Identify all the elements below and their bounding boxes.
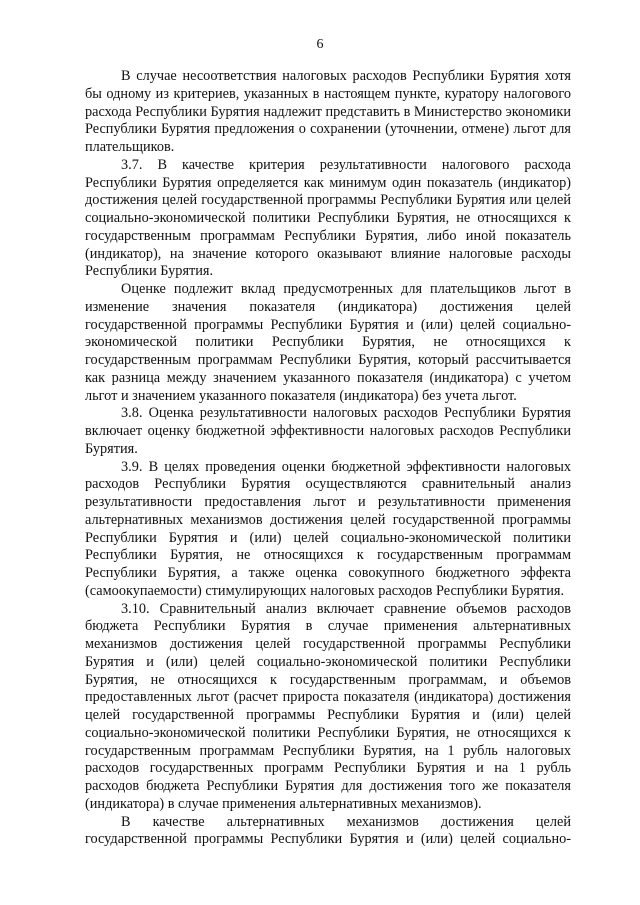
paragraph-3-8: 3.8. Оценка результативности налоговых расходов Республики Бурятия включает оценку бюджетной эффективности налоговых расходов Республики Бурятия.: [85, 405, 571, 457]
page-number: 6: [316, 37, 324, 52]
paragraph-3-9: 3.9. В целях проведения оценки бюджетной эффективности налоговых расходов Республики Бурятия осуществляются сравнительный анализ результативности предоставления льгот и результативности применения альтернативных механизмов достижения целей государственной программы Республики Бурятия и (или) целей социально-экономической политики Республики Бурятия, не относящихся к государственным программам Республики Бурятия, а также оценка совокупного бюджетного эффекта (самоокупаемости) стимулирующих налоговых расходов Республики Бурятия.: [85, 458, 571, 599]
paragraph-alternative-mechanisms: В качестве альтернативных механизмов достижения целей государственной программы Республики Бурятия и (или) целей социально-: [85, 813, 571, 848]
paragraph-3-10: 3.10. Сравнительный анализ включает сравнение объемов расходов бюджета Республики Бурятия в случае применения альтернативных механизмов достижения целей государственной программы Республики Бурятия и (или) целей социально-экономической политики Республики Бурятия, не относящихся к государственным программам, и объемов предоставленных льгот (расчет прироста показателя (индикатора) достижения целей государственной программы Республики Бурятия и (или) целей социально-экономической политики Республики Бурятия, не относящихся к государственным программам Республики Бурятия, на 1 рубль налоговых расходов государственных программ Республики Бурятия и на 1 рубль расходов бюджета Республики Бурятия для достижения того же показателя (индикатора) в случае применения альтернативных механизмов).: [85, 600, 571, 812]
paragraph-benefit-contribution: Оценке подлежит вклад предусмотренных для плательщиков льгот в изменение значения показателя (индикатора) достижения целей государственной программы Республики Бурятия и (или) целей социально-экономической политики Республики Бурятия, не относящихся к государственным программам Республики Бурятия, который рассчитывается как разница между значением указанного показателя (индикатора) с учетом льгот и значением указанного показателя (индикатора) без учета льгот.: [85, 281, 571, 404]
paragraph-3-7: 3.7. В качестве критерия результативности налогового расхода Республики Бурятия определяется как минимум один показатель (индикатор) достижения целей государственной программы Республики Бурятия или целей социально-экономической политики Республики Бурятия, не относящихся к государственным программам Республики Бурятия, либо иной показатель (индикатор), на значение которого оказывают влияние налоговые расходы Республики Бурятия.: [85, 156, 571, 280]
paragraph-tax-criteria-mismatch: В случае несоответствия налоговых расходов Республики Бурятия хотя бы одному из критериев, указанных в настоящем пункте, куратору налогового расхода Республики Бурятия надлежит представить в Министерство экономики Республики Бурятия предложения о сохранении (уточнении, отмене) льгот для плательщиков.: [85, 68, 571, 155]
document-body: [85, 68, 571, 849]
